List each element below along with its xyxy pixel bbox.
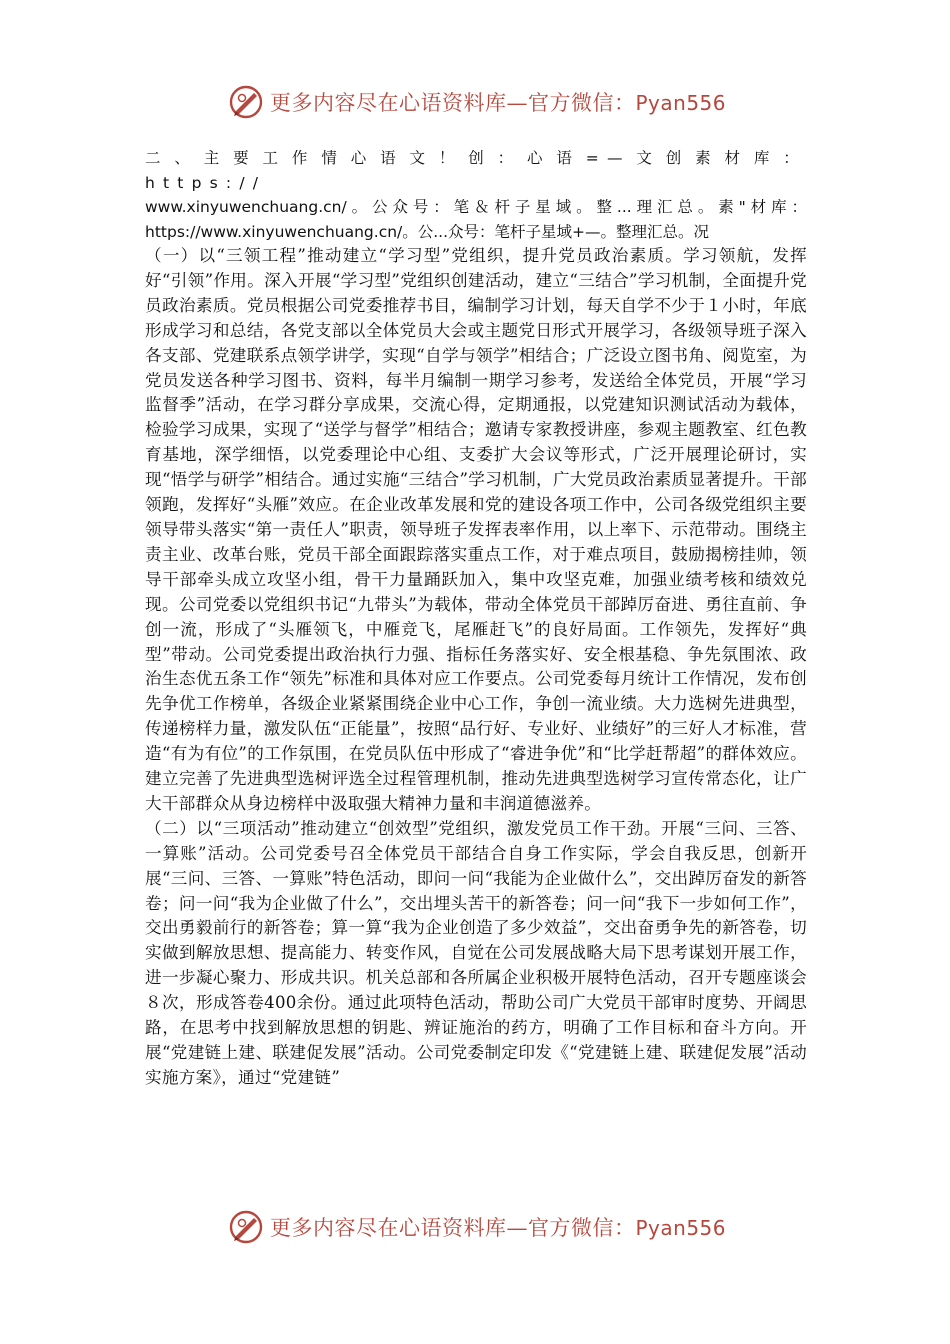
banner-text — [270, 1212, 726, 1242]
paragraph-efficiency-type: （二）以“三项活动”推动建立“创效型”党组织，激发党员工作干劲。开展“三问、三答、一算账”活动。公司党委号召全体党员干部结合自身工作实际，学会自我反思，创新开展“三问、三答、一算账”特色活动，即问一问“我能为企业做什么”，交出踔厉奋发的新答卷；问一问“我为企业做了什么”，交出埋头苦干的新答卷；问一问“我下一步如何工作”，交出勇毅前行的新答卷；算一算“我为企业创造了多少效益”，交出奋勇争先的新答卷，切实做到解放思想、提高能力、转变作风，自觉在公司发展战略大局下思考谋划开展工作，进一步凝心聚力、形成共识。机关总部和各所属企业积极开展特色活动，召开专题座谈会８次，形成答卷400余份。通过此项特色活动，帮助公司广大党员干部审时度势、开阔思路，在思考中找到解放思想的钥匙、辨证施治的药方，明确了工作目标和奋斗方向。开展“党建链上建、联建促发展”活动。公司党委制定印发《“党建链上建、联建促发展”活动实施方案》，通过“党建链” — [145, 818, 807, 1087]
section-heading-line-2: www.xinyuwenchuang.cn/。公众号：笔＆杆子星域。整...理汇总。素"材库： — [145, 198, 807, 216]
section-heading-line-1: 二、主要工作情心语文！创：心语=—文创素材库： https:// — [145, 149, 807, 192]
banner-prefix: 更多内容尽在心语资料库—官方微信： — [270, 1216, 636, 1240]
paragraph-study-type: （一）以“三领工程”推动建立“学习型”党组织，提升党员政治素质。学习领航，发挥好“引领”作用。深入开展“学习型”党组织创建活动，建立“三结合”学习机制，全面提升党员政治素质。党员根据公司党委推荐书目，编制学习计划，每天自学不少于１小时，年底形成学习和总结，各党支部以全体党员大会或主题党日形式开展学习，各级领导班子深入各支部、党建联系点领学讲学，实现“自学与领学”相结合；广泛设立图书角、阅览室，为党员发送各种学习图书、资料，每半月编制一期学习参考，发送给全体党员，开展“学习监督季”活动，在学习群分享成果，交流心得，定期通报，以党建知识测试活动为载体，检验学习成果，实现了“送学与督学”相结合；邀请专家教授讲座，参观主题教室、红色教育基地，深学细悟，以党委理论中心组、支委扩大会议等形式，广泛开展理论研讨，实现“悟学与研学”相结合。通过实施“三结合”学习机制，广大党员政治素质显著提升。干部领跑，发挥好“头雁”效应。在企业改革发展和党的建设各项工作中，公司各级党组织主要领导带头落实“第一责任人”职责，领导班子发挥表率作用，以上率下、示范带动。围绕主责主业、改革台账，党员干部全面跟踪落实重点工作，对于难点项目，鼓励揭榜挂帅，领导干部牵头成立攻坚小组，骨干力量踊跃加入，集中攻坚克难，加强业绩考核和绩效兑现。公司党委以党组织书记“九带头”为载体，带动全体党员干部踔厉奋进、勇往直前、争创一流，形成了“头雁领飞，中雁竞飞，尾雁赶飞”的良好局面。工作领先，发挥好“典型”带动。公司党委提出政治执行力强、指标任务落实好、安全根基稳、争先氛围浓、政治生态优五条工作“领先”标准和具体对应工作要点。公司党委每月统计工作情况，发布创先争优工作榜单，各级企业紧紧围绕企业中心工作，争创一流业绩。大力选树先进典型，传递榜样力量，激发队伍“正能量”，按照“品行好、专业好、业绩好”的三好人才标准，营造“有为有位”的工作氛围，在党员队伍中形成了“睿进争优”和“比学赶帮超”的群体效应。建立完善了先进典型选树评选全过程管理机制，推动先进典型选树学习宣传常态化，让广大干部群众从身边榜样中汲取强大精神力量和丰润道德滋养。 — [145, 246, 807, 813]
footer-watermark-banner — [228, 1207, 726, 1247]
banner-prefix: 更多内容尽在心语资料库—官方微信： — [270, 91, 636, 115]
pen-logo-icon — [228, 84, 264, 120]
pen-logo-icon — [228, 1209, 264, 1245]
document-body — [145, 146, 807, 1091]
header-watermark-banner — [228, 82, 726, 122]
section-heading-line-3: https://www.xinyuwenchuang.cn/。公...众号：笔杆子星域+—。整理汇总。况 — [145, 222, 710, 241]
banner-wechat-id: Pyan556 — [635, 91, 727, 115]
banner-wechat-id: Pyan556 — [635, 1216, 727, 1240]
banner-text — [270, 87, 726, 117]
